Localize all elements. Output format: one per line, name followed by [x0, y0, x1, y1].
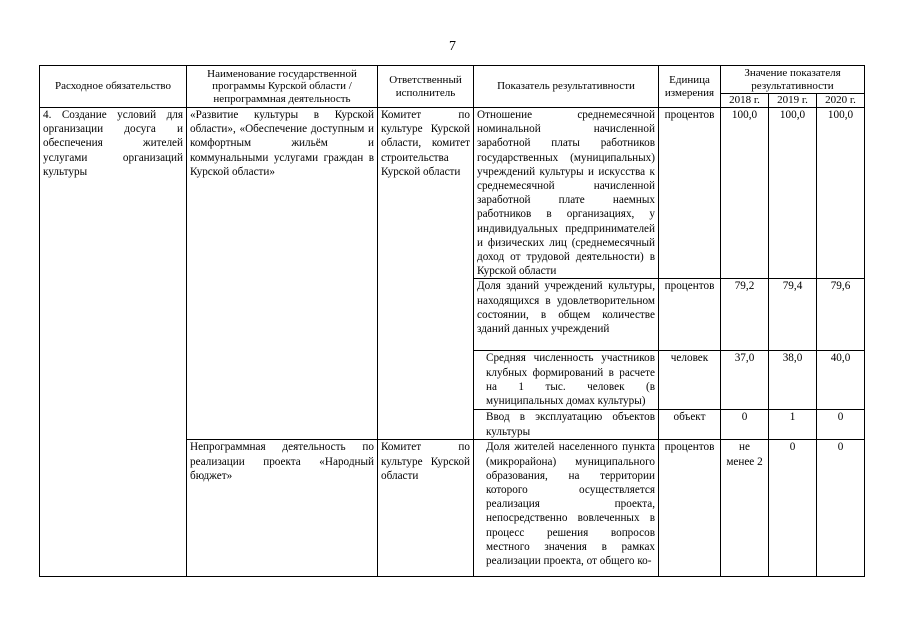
indicator-cell: Средняя численность участников клубных формирований в расчете на 1 тыс. человек (в муниципальных домах культуры) [474, 351, 659, 410]
value-2018-cell: 79,2 [721, 279, 769, 351]
indicator-cell: Ввод в эксплуатацию объектов культуры [474, 410, 659, 440]
header-unit: Единица измерения [659, 66, 721, 108]
value-2018-cell: не менее 2 [721, 440, 769, 577]
header-obligation: Расходное обязательство [40, 66, 187, 108]
page-number: 7 [449, 39, 456, 54]
program-cell: «Развитие культуры в Курской области», «Обеспечение доступным и комфортным жильём и коммунальными услугами граждан в Курской области» [187, 108, 378, 440]
unit-cell: процентов [659, 279, 721, 351]
value-2019-cell: 38,0 [769, 351, 817, 410]
unit-cell: объект [659, 410, 721, 440]
value-2020-cell: 79,6 [817, 279, 865, 351]
header-executor: Ответственный исполнитель [378, 66, 474, 108]
executor-cell: Комитет по культуре Курской области, комитет строительства Курской области [378, 108, 474, 440]
unit-cell: процентов [659, 440, 721, 577]
value-2020-cell: 40,0 [817, 351, 865, 410]
header-year-2018: 2018 г. [721, 94, 769, 108]
header-indicator: Показатель результативности [474, 66, 659, 108]
indicator-cell: Доля жителей населенного пункта (микрорайона) муниципального образования, на территории которого осуществляется реализация проекта, непосредственно вовлеченных в процесс решения вопросов местного значения в рамках реализации проекта, от общего ко- [474, 440, 659, 577]
unit-cell: человек [659, 351, 721, 410]
value-2019-cell: 79,4 [769, 279, 817, 351]
value-2019-cell: 100,0 [769, 108, 817, 279]
value-2018-cell: 0 [721, 410, 769, 440]
header-year-2019: 2019 г. [769, 94, 817, 108]
value-2020-cell: 0 [817, 410, 865, 440]
header-program: Наименование государственной программы Курской области / непрограммная деятельность [187, 66, 378, 108]
value-2019-cell: 1 [769, 410, 817, 440]
indicator-cell: Отношение среднемесячной номинальной начисленной заработной платы работников государственных (муниципальных) учреждений культуры и искусства к среднемесячной начисленной заработной плате наемных работников в организациях, у индивидуальных предпринимателей и физических лиц (среднемесячный доход от трудовой деятельности) в Курской области [474, 108, 659, 279]
value-2020-cell: 0 [817, 440, 865, 577]
header-values: Значение показателя результативности [721, 66, 865, 94]
indicator-cell: Доля зданий учреждений культуры, находящихся в удовлетворительном состоянии, в общем количестве зданий данных учреждений [474, 279, 659, 351]
value-2019-cell: 0 [769, 440, 817, 577]
value-2020-cell: 100,0 [817, 108, 865, 279]
value-2018-cell: 100,0 [721, 108, 769, 279]
program-cell: Непрограммная деятельность по реализации проекта «Народный бюджет» [187, 440, 378, 577]
executor-cell: Комитет по культуре Курской области [378, 440, 474, 577]
header-year-2020: 2020 г. [817, 94, 865, 108]
unit-cell: процентов [659, 108, 721, 279]
obligation-cell: 4. Создание условий для организации досуга и обеспечения жителей услугами организаций культуры [40, 108, 187, 577]
value-2018-cell: 37,0 [721, 351, 769, 410]
indicators-table [39, 65, 865, 577]
